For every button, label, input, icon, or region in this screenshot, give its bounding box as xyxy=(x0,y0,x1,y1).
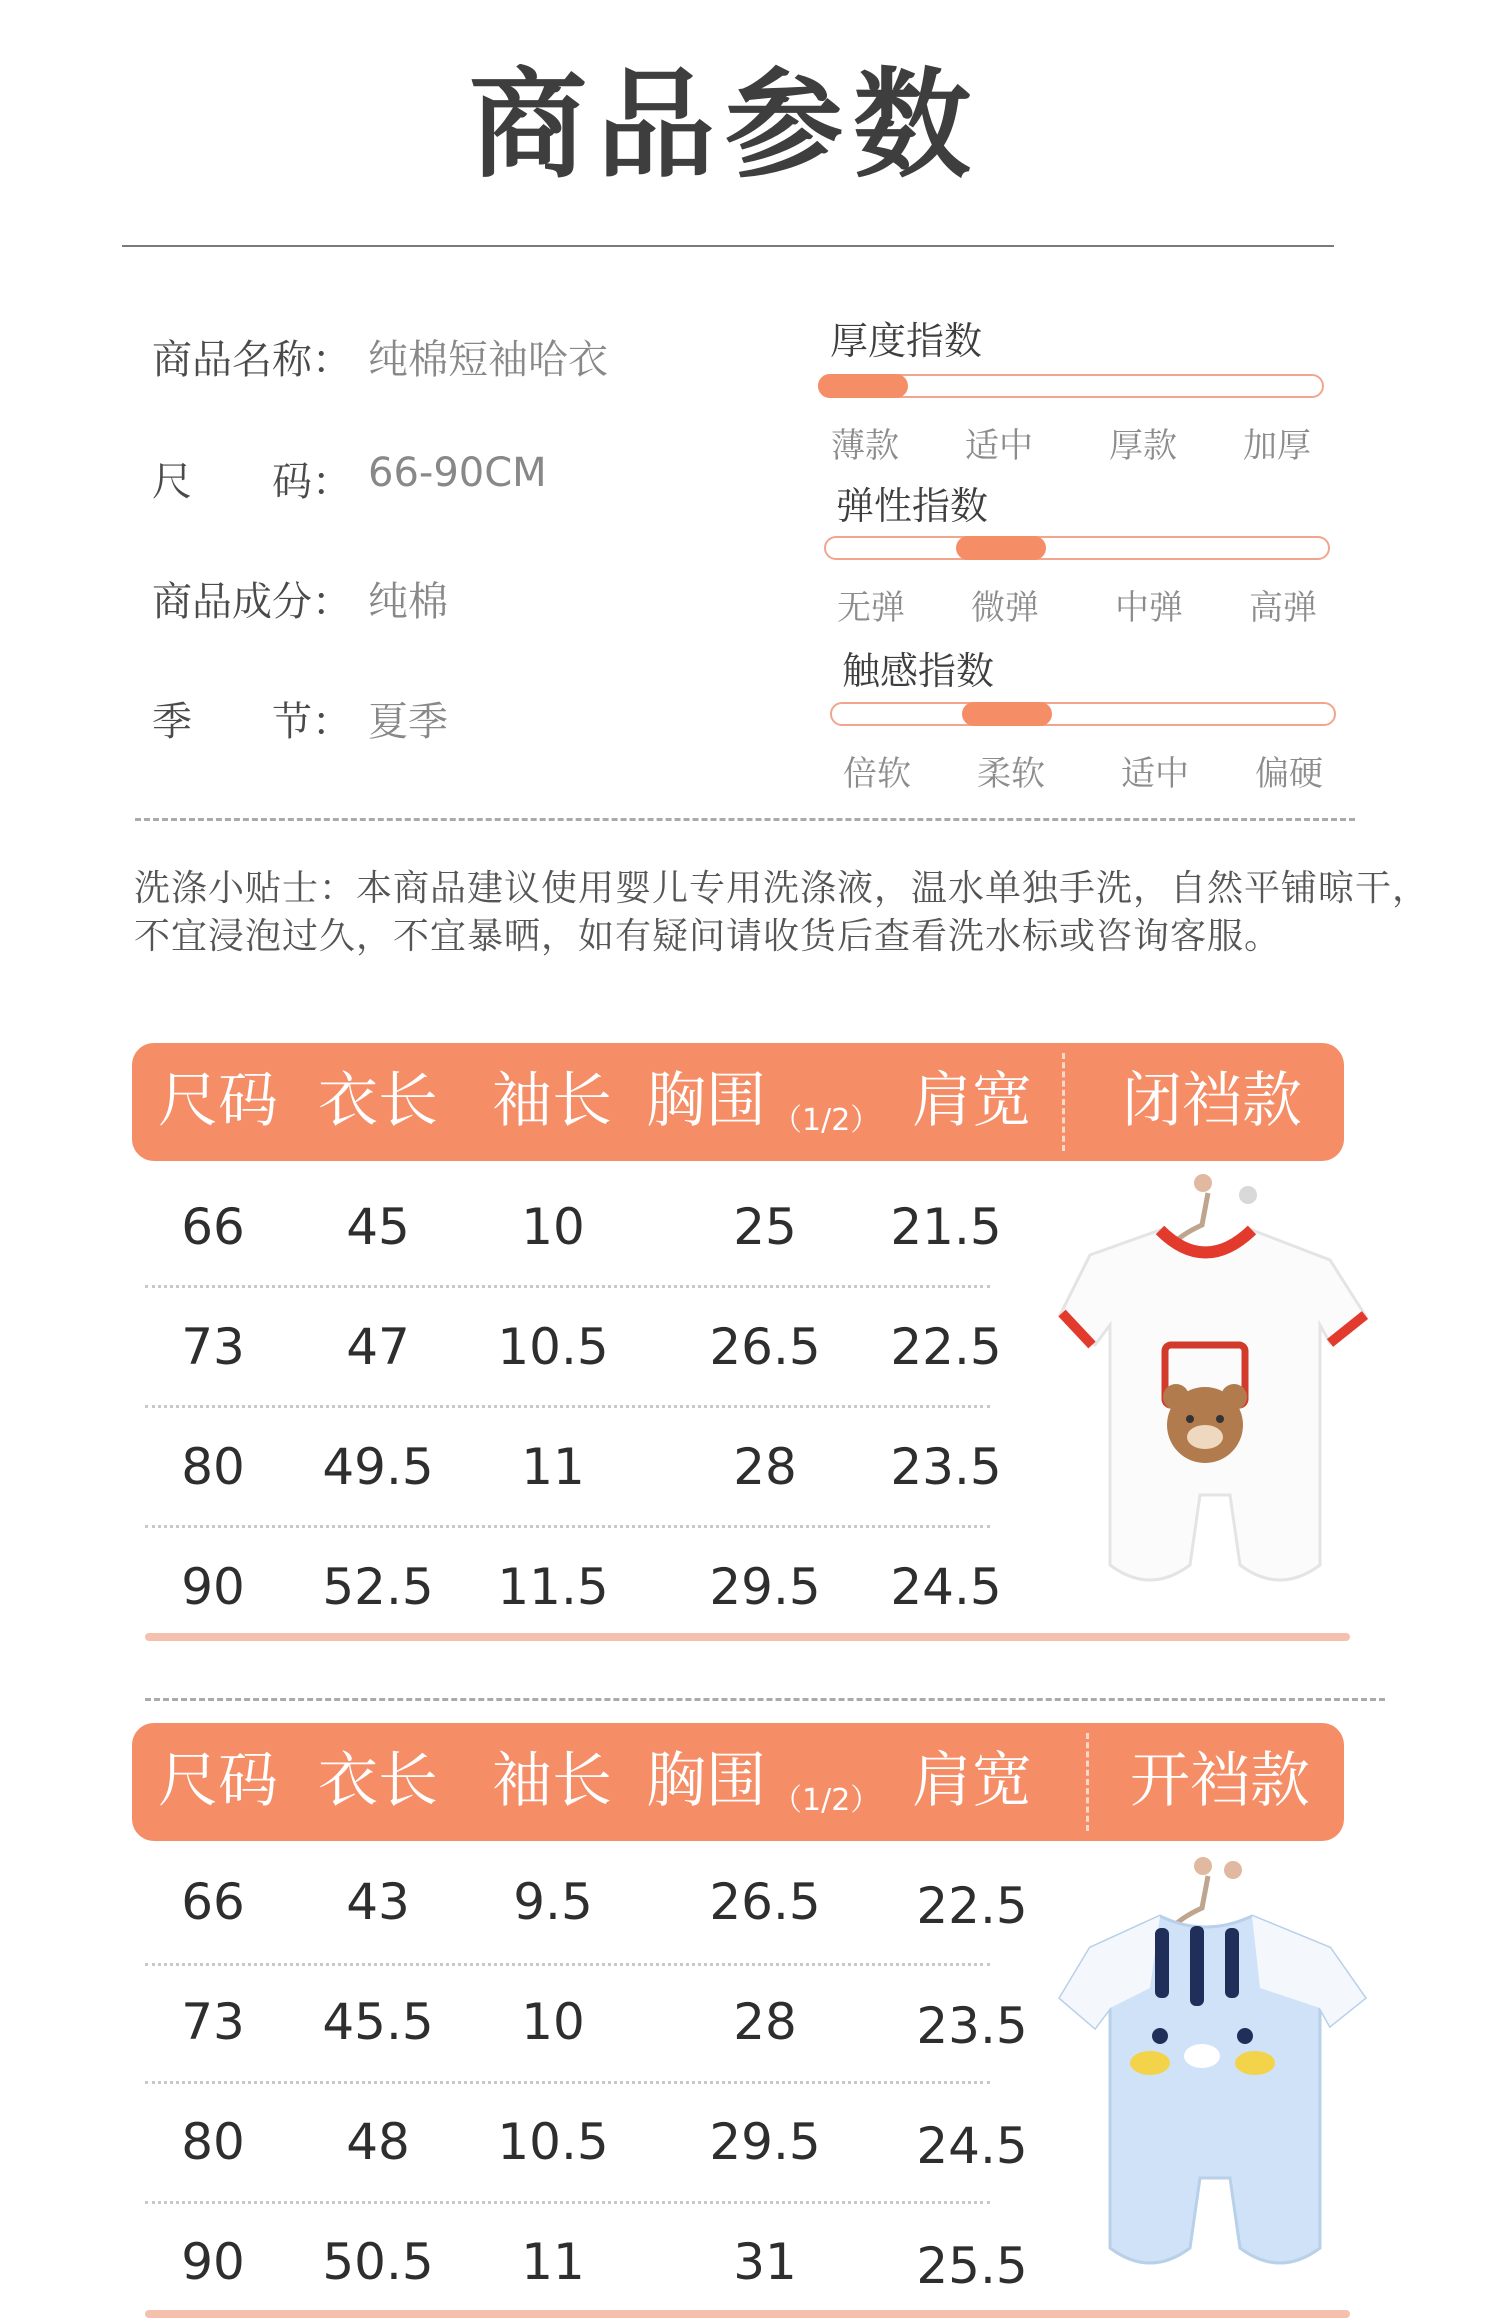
thickness-label-3: 加厚 xyxy=(1243,426,1311,466)
thickness-label-2: 厚款 xyxy=(1109,426,1177,466)
table-cell: 21.5 xyxy=(890,1198,1002,1256)
touch-label-1: 柔软 xyxy=(977,754,1045,794)
table-1-bottom-bar xyxy=(145,1633,1350,1641)
table-cell: 52.5 xyxy=(322,1558,434,1616)
table-cell: 11 xyxy=(521,2233,585,2291)
table-cell: 73 xyxy=(181,1993,245,2051)
spec-size-label: 尺 码： xyxy=(152,459,352,505)
table-cell: 11.5 xyxy=(497,1558,609,1616)
row-divider xyxy=(145,2081,990,2084)
touch-index-title: 触感指数 xyxy=(842,649,995,693)
thickness-index-fill xyxy=(818,374,908,398)
size-table-1-header xyxy=(132,1043,1344,1161)
header-style-closed: 闭裆款 xyxy=(1122,1066,1302,1136)
elasticity-index-track xyxy=(824,536,1330,560)
table-cell: 10 xyxy=(521,1198,585,1256)
row-divider xyxy=(145,1405,990,1408)
header-size: 尺码 xyxy=(158,1746,278,1816)
table-cell: 90 xyxy=(181,2233,245,2291)
row-divider xyxy=(145,1963,990,1966)
table-cell: 73 xyxy=(181,1318,245,1376)
table-cell: 45.5 xyxy=(322,1993,434,2051)
row-divider xyxy=(145,1525,990,1528)
touch-index-track xyxy=(830,702,1336,726)
table-cell: 10.5 xyxy=(497,2113,609,2171)
header-divider xyxy=(1062,1053,1065,1151)
wash-tip-line2: 不宜浸泡过久，不宜暴晒，如有疑问请收货后查看洗水标或咨询客服。 xyxy=(134,916,1282,957)
header-sleeve: 袖长 xyxy=(492,1066,612,1136)
table-cell: 80 xyxy=(181,1438,245,1496)
elasticity-label-1: 微弹 xyxy=(971,588,1039,628)
elasticity-index-fill xyxy=(956,536,1046,560)
table-cell: 25 xyxy=(733,1198,797,1256)
table-cell: 43 xyxy=(346,1873,410,1931)
table-cell: 10.5 xyxy=(497,1318,609,1376)
table-cell: 66 xyxy=(181,1198,245,1256)
elasticity-label-0: 无弹 xyxy=(837,588,905,628)
header-shoulder: 肩宽 xyxy=(912,1746,1032,1816)
thickness-label-0: 薄款 xyxy=(831,426,899,466)
section-divider xyxy=(135,818,1355,821)
table-cell: 47 xyxy=(346,1318,410,1376)
table-cell: 24.5 xyxy=(916,2117,1028,2175)
wash-tip-line1: 洗涤小贴士：本商品建议使用婴儿专用洗涤液，温水单独手洗，自然平铺晾干， xyxy=(134,868,1430,909)
table-cell: 45 xyxy=(346,1198,410,1256)
table-cell: 23.5 xyxy=(890,1438,1002,1496)
header-length: 衣长 xyxy=(318,1746,438,1816)
table-cell: 90 xyxy=(181,1558,245,1616)
touch-label-0: 倍软 xyxy=(843,754,911,794)
header-length: 衣长 xyxy=(318,1066,438,1136)
spec-season-value: 夏季 xyxy=(368,699,448,745)
row-divider xyxy=(145,1285,990,1288)
table-cell: 26.5 xyxy=(709,1873,821,1931)
touch-label-3: 偏硬 xyxy=(1255,754,1323,794)
romper-white-bear-icon xyxy=(1030,1165,1380,1615)
header-size: 尺码 xyxy=(158,1066,278,1136)
spec-name-value: 纯棉短袖哈衣 xyxy=(368,337,608,383)
table-cell: 48 xyxy=(346,2113,410,2171)
row-divider xyxy=(145,2201,990,2204)
table-cell: 9.5 xyxy=(513,1873,593,1931)
table-cell: 25.5 xyxy=(916,2237,1028,2295)
header-chest: 胸围 xyxy=(646,1746,766,1816)
title-divider xyxy=(122,245,1334,247)
size-table-2-header xyxy=(132,1723,1344,1841)
header-shoulder: 肩宽 xyxy=(912,1066,1032,1136)
table-cell: 28 xyxy=(733,1438,797,1496)
table-cell: 26.5 xyxy=(709,1318,821,1376)
spec-material-label: 商品成分： xyxy=(152,579,352,625)
touch-label-2: 适中 xyxy=(1121,754,1189,794)
table-cell: 80 xyxy=(181,2113,245,2171)
table-cell: 22.5 xyxy=(916,1877,1028,1935)
table-cell: 23.5 xyxy=(916,1997,1028,2055)
tables-divider xyxy=(145,1698,1385,1701)
spec-name-label: 商品名称： xyxy=(152,337,352,383)
spec-material-value: 纯棉 xyxy=(368,579,448,625)
table-cell: 49.5 xyxy=(322,1438,434,1496)
table-cell: 29.5 xyxy=(709,2113,821,2171)
header-chest: 胸围 xyxy=(646,1066,766,1136)
thickness-label-1: 适中 xyxy=(965,426,1033,466)
thickness-index-track xyxy=(818,374,1324,398)
table-cell: 24.5 xyxy=(890,1558,1002,1616)
elasticity-index-title: 弹性指数 xyxy=(836,484,989,528)
table-cell: 11 xyxy=(521,1438,585,1496)
table-cell: 31 xyxy=(733,2233,797,2291)
header-chest-note: （1/2） xyxy=(772,1783,881,1818)
table-cell: 66 xyxy=(181,1873,245,1931)
spec-season-label: 季 节： xyxy=(152,699,352,745)
table-cell: 29.5 xyxy=(709,1558,821,1616)
table-cell: 10 xyxy=(521,1993,585,2051)
table-cell: 50.5 xyxy=(322,2233,434,2291)
header-chest-note: （1/2） xyxy=(772,1103,881,1138)
table-2-bottom-bar xyxy=(145,2310,1350,2318)
touch-index-fill xyxy=(962,702,1052,726)
elasticity-label-3: 高弹 xyxy=(1249,588,1317,628)
header-style-open: 开裆款 xyxy=(1130,1746,1310,1816)
header-divider xyxy=(1086,1733,1089,1831)
spec-size-value: 66-90CM xyxy=(368,450,547,496)
elasticity-label-2: 中弹 xyxy=(1115,588,1183,628)
page-title: 商品参数 xyxy=(468,56,981,194)
romper-blue-bunny-icon xyxy=(1030,1848,1380,2298)
table-cell: 28 xyxy=(733,1993,797,2051)
header-sleeve: 袖长 xyxy=(492,1746,612,1816)
table-cell: 22.5 xyxy=(890,1318,1002,1376)
thickness-index-title: 厚度指数 xyxy=(830,319,983,363)
